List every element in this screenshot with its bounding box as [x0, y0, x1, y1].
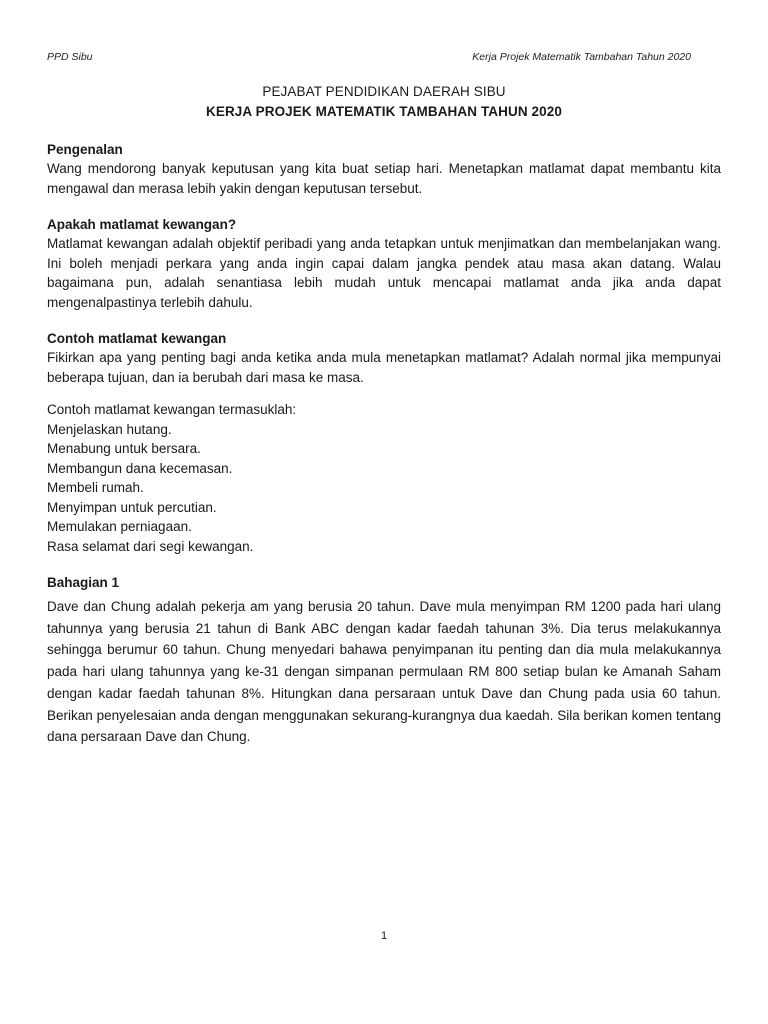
list-item: Membangun dana kecemasan.	[47, 460, 233, 476]
list-item: Rasa selamat dari segi kewangan.	[47, 538, 254, 554]
document-body	[47, 140, 721, 748]
list-item: Membeli rumah.	[47, 480, 144, 495]
document-title	[47, 82, 721, 122]
section-examples-heading: Contoh matlamat kewangan	[47, 331, 227, 346]
list-item: Menabung untuk bersara.	[47, 441, 201, 456]
running-header-left: PPD Sibu	[47, 51, 93, 63]
section-part-1	[47, 573, 721, 748]
list-item: Memulakan perniagaan.	[47, 519, 192, 534]
title-line-office: PEJABAT PENDIDIKAN DAERAH SIBU	[262, 84, 506, 99]
list-item: Menyimpan untuk percutian.	[47, 499, 217, 515]
page-number: 1	[380, 930, 388, 942]
examples-list-intro: Contoh matlamat kewangan termasuklah:	[47, 402, 297, 417]
section-examples-text: Fikirkan apa yang penting bagi anda ketika anda mula menetapkan matlamat? Adalah normal jika mempunyai beberapa tujuan, dan ia berubah dari masa ke masa.	[47, 350, 721, 385]
section-intro-text: Wang mendorong banyak keputusan yang kita buat setiap hari. Menetapkan matlamat dapat membantu kita mengawal dan merasa lebih yakin dengan keputusan tersebut.	[47, 161, 721, 196]
examples-list	[47, 420, 721, 557]
section-goal-heading: Apakah matlamat kewangan?	[47, 217, 237, 232]
section-part1-heading: Bahagian 1	[47, 575, 120, 590]
section-part1-text: Dave dan Chung adalah pekerja am yang berusia 20 tahun. Dave mula menyimpan RM 1200 pada hari ulang tahunnya yang berusia 21 tahun di Bank ABC dengan kadar faedah tahunan 3%. Dia terus melakukannya sehingga berumur 60 tahun. Chung menyedari bahawa penyimpanan itu penting dan dia mula melakukannya pada hari ulang tahunnya yang ke-31 dengan simpanan permulaan RM 800 setiap bulan ke Amanah Saham dengan kadar faedah tahunan 8%. Hitungkan dana persaraan untuk Dave dan Chung pada usia 60 tahun. Berikan penyelesaian anda dengan menggunakan sekurang-kurangnya dua kaedah. Sila berikan komen tentang dana persaraan Dave dan Chung.	[47, 599, 721, 745]
running-header-right: Kerja Projek Matematik Tambahan Tahun 2020	[472, 51, 691, 63]
title-line-project: KERJA PROJEK MATEMATIK TAMBAHAN TAHUN 2020	[206, 104, 562, 119]
list-item: Menjelaskan hutang.	[47, 421, 172, 437]
section-goal-examples	[47, 329, 721, 556]
section-goal-text: Matlamat kewangan adalah objektif peribadi yang anda tetapkan untuk menjimatkan dan membelanjakan wang. Ini boleh menjadi perkara yang anda ingin capai dalam jangka pendek atau masa akan datang. Walau bagaimana pun, adalah senantiasa lebih mudah untuk mencapai matlamat anda jika anda dapat mengenalpastinya terlebih dahulu.	[47, 236, 721, 310]
section-intro	[47, 140, 721, 198]
section-intro-heading: Pengenalan	[47, 142, 123, 157]
section-financial-goal	[47, 215, 721, 312]
